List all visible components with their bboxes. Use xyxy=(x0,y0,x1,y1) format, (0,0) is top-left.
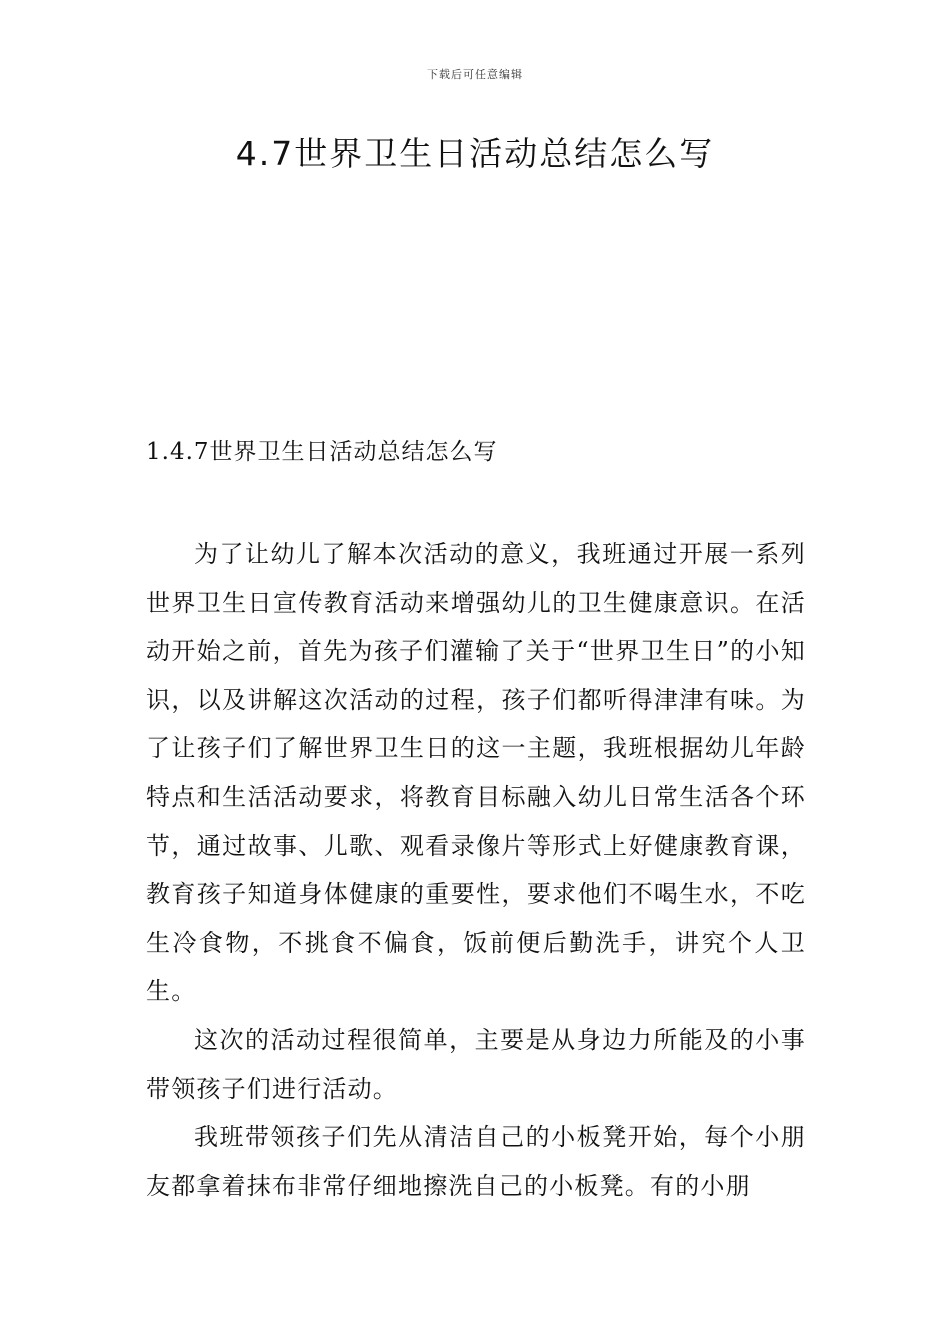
section-heading: 1.4.7世界卫生日活动总结怎么写 xyxy=(146,439,498,465)
paragraph-3: 我班带领孩子们先从清洁自己的小板凳开始，每个小朋友都拿着抹布非常仔细地擦洗自己的小板凳。有的小朋 xyxy=(146,1123,806,1200)
paragraph-2: 这次的活动过程很简单，主要是从身边力所能及的小事带领孩子们进行活动。 xyxy=(146,1025,806,1103)
body-text xyxy=(146,530,806,1210)
header-note: 下载后可任意编辑 xyxy=(427,68,523,81)
paragraph-1: 为了让幼儿了解本次活动的意义，我班通过开展一系列世界卫生日宣传教育活动来增强幼儿的卫生健康意识。在活动开始之前，首先为孩子们灌输了关于“世界卫生日”的小知识，以及讲解这次活动的过程，孩子们都听得津津有味。为了让孩子们了解世界卫生日的这一主题，我班根据幼儿年龄特点和生活活动要求，将教育目标融入幼儿日常生活各个环节，通过故事、儿歌、观看录像片等形式上好健康教育课，教育孩子知道身体健康的重要性，要求他们不喝生水，不吃生冷食物，不挑食不偏食，饭前便后勤洗手，讲究个人卫生。 xyxy=(146,540,806,1006)
document-title: 4.7世界卫生日活动总结怎么写 xyxy=(235,134,715,173)
